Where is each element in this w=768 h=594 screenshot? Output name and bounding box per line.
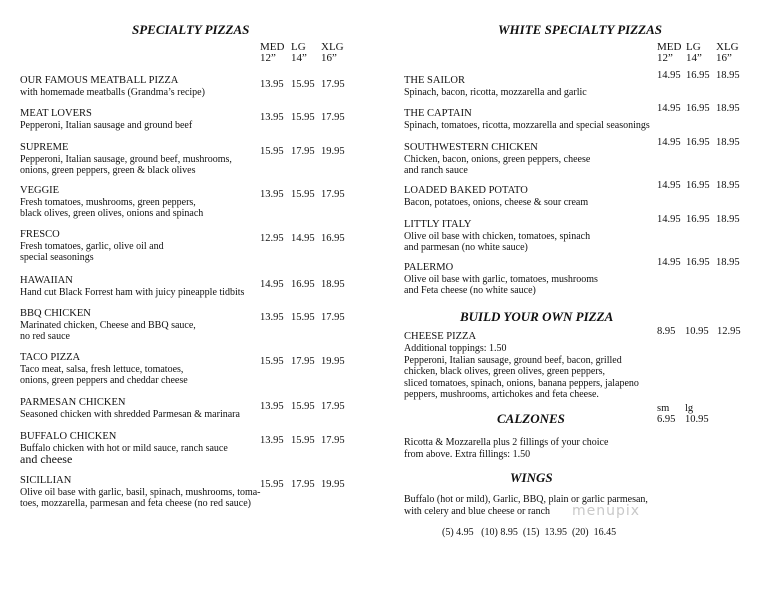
white-price-lg: 16.95 bbox=[686, 257, 710, 268]
specialty-price-med: 13.95 bbox=[260, 79, 284, 90]
white-header-size-0: MED bbox=[657, 41, 682, 53]
build-item-desc: Additional toppings: 1.50 Pepperoni, Italian sausage, ground beef, bacon, grilled chicken, black olives, green olives, green peppers, sliced tomatoes, spinach, onions, banana peppers, jalapeno peppers, mushrooms, artichokes and feta cheese. bbox=[404, 343, 639, 400]
white-item-name: THE CAPTAIN bbox=[404, 108, 472, 119]
white-item-desc: Spinach, bacon, ricotta, mozzarella and garlic bbox=[404, 86, 587, 98]
white-price-lg: 16.95 bbox=[686, 103, 710, 114]
white-item-name: LOADED BAKED POTATO bbox=[404, 185, 528, 196]
white-price-lg: 16.95 bbox=[686, 70, 710, 81]
white-price-xlg: 18.95 bbox=[716, 257, 740, 268]
specialty-price-med: 12.95 bbox=[260, 233, 284, 244]
specialty-price-lg: 15.95 bbox=[291, 401, 315, 412]
white-price-xlg: 18.95 bbox=[716, 103, 740, 114]
specialty-price-med: 15.95 bbox=[260, 356, 284, 367]
specialty-item-name: OUR FAMOUS MEATBALL PIZZA bbox=[20, 75, 179, 86]
white-price-med: 14.95 bbox=[657, 70, 681, 81]
specialty-price-xlg: 18.95 bbox=[321, 279, 345, 290]
build-price-lg: 10.95 bbox=[685, 326, 709, 337]
wings-prices: (5) 4.95 (10) 8.95 (15) 13.95 (20) 16.45 bbox=[442, 527, 617, 538]
specialty-price-lg: 14.95 bbox=[291, 233, 315, 244]
specialty-item-desc: Pepperoni, Italian sausage and ground beef bbox=[20, 119, 193, 131]
specialty-price-lg: 17.95 bbox=[291, 356, 315, 367]
specialty-price-med: 15.95 bbox=[260, 146, 284, 157]
white-price-med: 14.95 bbox=[657, 180, 681, 191]
specialty-item-name: SUPREME bbox=[20, 142, 69, 153]
specialty-header-inch-0: 12” bbox=[260, 52, 276, 64]
specialty-item-desc-extra: and cheese bbox=[20, 452, 73, 466]
specialty-header-size-0: MED bbox=[260, 41, 285, 53]
calzones-lg-label: lg bbox=[685, 403, 694, 414]
white-item-name: LITTLY ITALY bbox=[404, 219, 472, 230]
specialty-price-lg: 15.95 bbox=[291, 112, 315, 123]
specialty-item-desc: Taco meat, salsa, fresh lettuce, tomatoes, onions, green peppers and cheddar cheese bbox=[20, 363, 188, 386]
specialty-price-xlg: 16.95 bbox=[321, 233, 345, 244]
white-price-xlg: 18.95 bbox=[716, 180, 740, 191]
specialty-price-xlg: 17.95 bbox=[321, 435, 345, 446]
specialty-price-med: 13.95 bbox=[260, 312, 284, 323]
white-header-size-1: LG bbox=[686, 41, 701, 53]
specialty-item-name: FRESCO bbox=[20, 229, 60, 240]
white-item-desc: Olive oil base with chicken, tomatoes, spinach and parmesan (no white sauce) bbox=[404, 230, 591, 253]
watermark-logo: menupix bbox=[572, 503, 641, 519]
white-item-desc: Bacon, potatoes, onions, cheese & sour cream bbox=[404, 196, 589, 208]
white-item-name: SOUTHWESTERN CHICKEN bbox=[404, 142, 538, 153]
specialty-price-xlg: 17.95 bbox=[321, 401, 345, 412]
white-header-size-2: XLG bbox=[716, 41, 739, 53]
wings-desc: Buffalo (hot or mild), Garlic, BBQ, plain or garlic parmesan, with celery and blue cheese or ranch bbox=[404, 494, 648, 517]
white-price-lg: 16.95 bbox=[686, 214, 710, 225]
white-price-xlg: 18.95 bbox=[716, 214, 740, 225]
white-header-inch-2: 16” bbox=[716, 52, 732, 64]
specialty-item-name: BUFFALO CHICKEN bbox=[20, 431, 117, 442]
white-price-med: 14.95 bbox=[657, 214, 681, 225]
white-price-xlg: 18.95 bbox=[716, 70, 740, 81]
specialty-item-desc: Pepperoni, Italian sausage, ground beef, mushrooms, onions, green peppers, green & black olives bbox=[20, 153, 232, 176]
specialty-item-desc: Marinated chicken, Cheese and BBQ sauce, no red sauce bbox=[20, 319, 196, 342]
white-price-med: 14.95 bbox=[657, 257, 681, 268]
calzones-sm-label: sm bbox=[657, 403, 670, 414]
white-item-name: PALERMO bbox=[404, 262, 454, 273]
specialty-item-desc: Buffalo chicken with hot or mild sauce, ranch sauce bbox=[20, 442, 228, 454]
specialty-item-name: TACO PIZZA bbox=[20, 352, 81, 363]
specialty-item-name: VEGGIE bbox=[20, 185, 60, 196]
build-price-xlg: 12.95 bbox=[717, 326, 741, 337]
specialty-price-lg: 16.95 bbox=[291, 279, 315, 290]
specialty-price-med: 13.95 bbox=[260, 435, 284, 446]
white-item-desc: Chicken, bacon, onions, green peppers, cheese and ranch sauce bbox=[404, 153, 591, 176]
specialty-price-med: 13.95 bbox=[260, 189, 284, 200]
specialty-price-lg: 15.95 bbox=[291, 435, 315, 446]
specialty-price-xlg: 17.95 bbox=[321, 189, 345, 200]
specialty-item-name: SICILLIAN bbox=[20, 475, 72, 486]
specialty-price-xlg: 17.95 bbox=[321, 112, 345, 123]
specialty-header-size-2: XLG bbox=[321, 41, 344, 53]
specialty-price-med: 13.95 bbox=[260, 401, 284, 412]
specialty-price-med: 14.95 bbox=[260, 279, 284, 290]
specialty-item-desc: Seasoned chicken with shredded Parmesan & marinara bbox=[20, 408, 240, 420]
specialty-price-lg: 17.95 bbox=[291, 479, 315, 490]
calzones-sm-price: 6.95 bbox=[657, 414, 676, 425]
build-price-med: 8.95 bbox=[657, 326, 676, 337]
calzones-title: CALZONES bbox=[497, 411, 565, 426]
specialty-price-lg: 15.95 bbox=[291, 79, 315, 90]
specialty-price-xlg: 17.95 bbox=[321, 79, 345, 90]
specialty-price-xlg: 19.95 bbox=[321, 356, 345, 367]
calzones-lg-price: 10.95 bbox=[685, 414, 709, 425]
specialty-item-name: BBQ CHICKEN bbox=[20, 308, 91, 319]
wings-title: WINGS bbox=[510, 470, 553, 485]
specialty-item-name: MEAT LOVERS bbox=[20, 108, 92, 119]
specialty-header-size-1: LG bbox=[291, 41, 306, 53]
white-price-med: 14.95 bbox=[657, 103, 681, 114]
specialty-item-desc: Olive oil base with garlic, basil, spinach, mushrooms, toma- toes, mozzarella, parmesan and feta cheese (no red sauce) bbox=[20, 486, 261, 509]
specialty-price-xlg: 19.95 bbox=[321, 479, 345, 490]
white-item-desc: Spinach, tomatoes, ricotta, mozzarella and special seasonings bbox=[404, 119, 650, 131]
white-title: WHITE SPECIALTY PIZZAS bbox=[498, 22, 662, 37]
specialty-price-lg: 15.95 bbox=[291, 189, 315, 200]
white-header-inch-0: 12” bbox=[657, 52, 673, 64]
specialty-item-desc: Hand cut Black Forrest ham with juicy pineapple tidbits bbox=[20, 286, 245, 298]
specialty-item-desc: Fresh tomatoes, mushrooms, green peppers, black olives, green olives, onions and spinach bbox=[20, 196, 204, 219]
specialty-item-desc: Fresh tomatoes, garlic, olive oil and special seasonings bbox=[20, 240, 164, 263]
specialty-price-lg: 15.95 bbox=[291, 312, 315, 323]
white-price-med: 14.95 bbox=[657, 137, 681, 148]
specialty-item-desc: with homemade meatballs (Grandma’s recipe) bbox=[20, 86, 205, 98]
specialty-price-xlg: 17.95 bbox=[321, 312, 345, 323]
specialty-price-med: 13.95 bbox=[260, 112, 284, 123]
build-title: BUILD YOUR OWN PIZZA bbox=[460, 309, 614, 324]
white-item-name: THE SAILOR bbox=[404, 75, 465, 86]
specialty-item-name: HAWAIIAN bbox=[20, 275, 73, 286]
specialty-header-inch-1: 14” bbox=[291, 52, 307, 64]
white-item-desc: Olive oil base with garlic, tomatoes, mushrooms and Feta cheese (no white sauce) bbox=[404, 273, 598, 296]
white-price-xlg: 18.95 bbox=[716, 137, 740, 148]
build-item-name: CHEESE PIZZA bbox=[404, 331, 477, 342]
specialty-header-inch-2: 16” bbox=[321, 52, 337, 64]
specialty-price-xlg: 19.95 bbox=[321, 146, 345, 157]
white-header-inch-1: 14” bbox=[686, 52, 702, 64]
specialty-item-name: PARMESAN CHICKEN bbox=[20, 397, 126, 408]
specialty-title: SPECIALTY PIZZAS bbox=[132, 22, 250, 37]
specialty-price-med: 15.95 bbox=[260, 479, 284, 490]
specialty-price-lg: 17.95 bbox=[291, 146, 315, 157]
white-price-lg: 16.95 bbox=[686, 137, 710, 148]
calzones-desc: Ricotta & Mozzarella plus 2 fillings of your choice from above. Extra fillings: 1.50 bbox=[404, 437, 609, 460]
white-price-lg: 16.95 bbox=[686, 180, 710, 191]
